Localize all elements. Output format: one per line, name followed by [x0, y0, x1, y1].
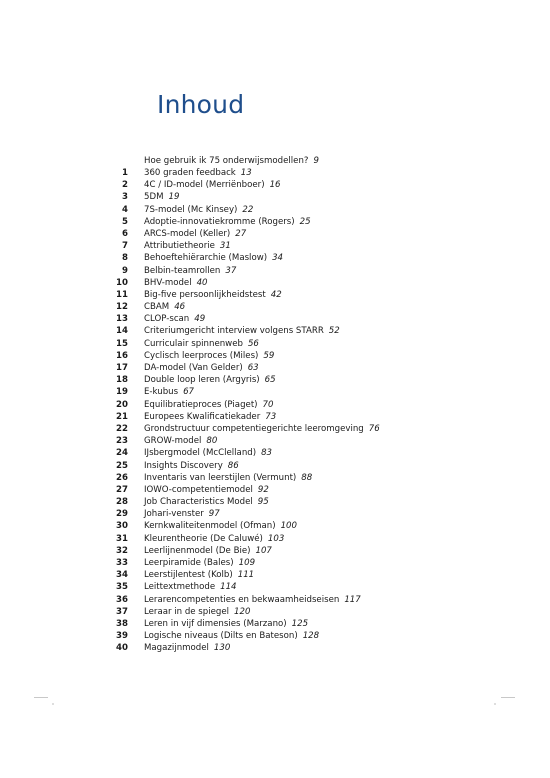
- toc-list: [0, 167, 550, 655]
- toc-entry-number: 28: [116, 497, 128, 508]
- toc-entry-number: 9: [122, 265, 128, 276]
- toc-entry-title-group: [144, 386, 194, 398]
- toc-entry[interactable]: [0, 447, 550, 459]
- toc-entry-number: 14: [116, 326, 128, 337]
- toc-entry-page: 59: [263, 350, 275, 361]
- toc-entry-number: 22: [116, 423, 128, 434]
- crop-mark-left: [34, 697, 48, 698]
- toc-entry-number: 10: [116, 277, 128, 288]
- toc-entry-title-group: [144, 252, 283, 264]
- toc-entry[interactable]: [0, 496, 550, 508]
- toc-entry-number: 33: [116, 558, 128, 568]
- toc-entry-number: 25: [116, 460, 128, 471]
- toc-entry-label: Attributietheorie: [144, 241, 215, 252]
- toc-entry-number: 19: [116, 387, 128, 398]
- toc-entry[interactable]: [0, 374, 550, 386]
- toc-entry-page: 65: [264, 375, 276, 386]
- toc-entry-page: 49: [194, 314, 206, 325]
- toc-entry-number: 18: [116, 375, 128, 386]
- toc-entry-title-group: [144, 399, 273, 411]
- toc-entry-title-group: [144, 167, 252, 179]
- toc-entry-label: Cyclisch leerproces (Miles): [144, 350, 259, 361]
- toc-entry-label: 5DM: [144, 192, 164, 203]
- toc-entry-title-group: [144, 240, 231, 252]
- toc-entry-label: Inventaris van leerstijlen (Vermunt): [144, 472, 297, 483]
- toc-entry-number: 6: [122, 228, 128, 239]
- toc-entry[interactable]: [0, 325, 550, 337]
- toc-entry-label: ARCS-model (Keller): [144, 228, 231, 239]
- toc-entry-page: 46: [174, 302, 186, 313]
- toc-entry[interactable]: [0, 313, 550, 325]
- toc-entry-title-group: [144, 277, 208, 289]
- toc-entry[interactable]: [0, 472, 550, 484]
- toc-entry-label: IOWO-competentiemodel: [144, 484, 253, 495]
- toc-entry-number: 39: [116, 631, 128, 642]
- toc-entry-title-group: [144, 606, 250, 618]
- toc-entry-title-group: [144, 472, 312, 484]
- toc-entry-label: 360 graden feedback: [144, 168, 236, 178]
- toc-entry-number: 1: [122, 168, 128, 178]
- toc-entry-title-group: [144, 508, 220, 520]
- toc-entry[interactable]: [0, 252, 550, 264]
- toc-entry-number: 21: [116, 411, 128, 422]
- toc-entry-number: 20: [116, 399, 128, 410]
- toc-entry-label: Belbin-teamrollen: [144, 265, 221, 276]
- toc-entry-page: 120: [234, 606, 251, 617]
- toc-entry-page: 67: [183, 387, 195, 398]
- toc-entry[interactable]: [0, 289, 550, 301]
- toc-entry[interactable]: [0, 301, 550, 313]
- toc-entry[interactable]: [0, 484, 550, 496]
- toc-entry[interactable]: [0, 594, 550, 606]
- toc-entry[interactable]: [0, 606, 550, 618]
- toc-entry-title-group: [144, 533, 284, 545]
- toc-entry-title-group: [144, 216, 311, 228]
- toc-entry-number: 32: [116, 545, 128, 556]
- toc-entry[interactable]: [0, 557, 550, 569]
- toc-entry-title-group: [144, 447, 272, 459]
- toc-intro-entry[interactable]: [144, 155, 319, 167]
- toc-entry-label: Curriculair spinnenweb: [144, 338, 243, 349]
- toc-entry-number: 11: [116, 289, 128, 300]
- toc-entry-number: 5: [122, 216, 128, 227]
- toc-entry-label: Logische niveaus (Dilts en Bateson): [144, 631, 298, 642]
- toc-entry-page: 109: [238, 558, 256, 568]
- toc-entry-label: Leerlijnenmodel (De Bie): [144, 545, 251, 556]
- toc-entry-label: 4C / ID-model (Merriënboer): [144, 180, 265, 191]
- toc-entry-number: 2: [122, 180, 128, 191]
- toc-entry-number: 37: [116, 606, 128, 617]
- page-dot-left: [52, 703, 54, 705]
- toc-entry-label: Job Characteristics Model: [144, 497, 253, 508]
- toc-entry-label: Leraar in de spiegel: [144, 606, 230, 617]
- toc-entry-title-group: [144, 228, 246, 240]
- toc-entry-page: 73: [265, 411, 277, 422]
- toc-entry-number: 17: [116, 363, 128, 373]
- toc-entry-page: 95: [257, 497, 269, 508]
- toc-entry[interactable]: [0, 179, 550, 191]
- toc-entry-page: 111: [237, 570, 255, 581]
- toc-entry-number: 15: [116, 338, 128, 349]
- toc-entry-number: 27: [116, 484, 128, 495]
- crop-mark-right: [501, 697, 515, 698]
- toc-entry-page: 56: [247, 338, 259, 349]
- toc-entry-title-group: [144, 545, 272, 557]
- toc-entry-number: 7: [122, 241, 128, 252]
- toc-entry-page: 80: [206, 436, 218, 447]
- toc-entry-page: 40: [196, 277, 208, 288]
- toc-entry-label: Magazijnmodel: [144, 643, 209, 654]
- toc-entry-label: Insights Discovery: [144, 460, 223, 471]
- toc-entry-label: GROW-model: [144, 436, 202, 447]
- toc-entry-page: 63: [247, 363, 259, 373]
- toc-entry[interactable]: [0, 435, 550, 447]
- toc-entry[interactable]: [0, 411, 550, 423]
- toc-entry-number: 31: [116, 533, 128, 544]
- toc-entry-page: 128: [302, 631, 320, 642]
- toc-entry[interactable]: [0, 386, 550, 398]
- toc-entry-number: 30: [116, 521, 128, 532]
- toc-entry-title-group: [144, 594, 361, 606]
- toc-entry-title-group: [144, 520, 297, 532]
- toc-entry-page: 103: [267, 533, 285, 544]
- toc-entry-title-group: [144, 313, 205, 325]
- toc-entry[interactable]: [0, 362, 550, 374]
- toc-entry-number: 3: [122, 192, 128, 203]
- toc-entry-title-group: [144, 179, 281, 191]
- page-title: Inhoud: [157, 90, 245, 119]
- toc-entry-number: 26: [116, 472, 128, 483]
- toc-entry[interactable]: [0, 460, 550, 472]
- toc-entry-label: Leerpiramide (Bales): [144, 558, 234, 568]
- toc-entry[interactable]: [0, 216, 550, 228]
- toc-entry[interactable]: [0, 569, 550, 581]
- toc-entry-label: Grondstructuur competentiegerichte leeromgeving: [144, 423, 364, 434]
- toc-entry-title-group: [144, 581, 237, 593]
- toc-entry[interactable]: [0, 265, 550, 277]
- toc-entry-title-group: [144, 484, 269, 496]
- toc-entry-label: DA-model (Van Gelder): [144, 363, 243, 373]
- toc-entry[interactable]: [0, 399, 550, 411]
- toc-entry-page: 107: [255, 545, 272, 556]
- toc-entry-title-group: [144, 325, 340, 337]
- toc-entry-page: 117: [344, 594, 361, 605]
- toc-entry-number: 34: [116, 570, 128, 581]
- toc-entry[interactable]: [0, 228, 550, 240]
- toc-entry-label: Big-five persoonlijkheidstest: [144, 289, 266, 300]
- toc-intro-label: Hoe gebruik ik 75 onderwijsmodellen?: [144, 156, 309, 166]
- toc-intro-page: 9: [313, 156, 319, 166]
- toc-entry-page: 13: [240, 168, 252, 178]
- toc-entry-number: 16: [116, 350, 128, 361]
- toc-entry-title-group: [144, 618, 308, 630]
- toc-entry[interactable]: [0, 508, 550, 520]
- toc-entry-page: 19: [168, 192, 180, 203]
- toc-entry-title-group: [144, 374, 276, 386]
- toc-entry-page: 37: [225, 265, 237, 276]
- toc-entry-number: 23: [116, 436, 128, 447]
- toc-entry-label: CBAM: [144, 302, 170, 313]
- toc-entry-page: 52: [328, 326, 340, 337]
- toc-entry[interactable]: [0, 520, 550, 532]
- toc-entry-title-group: [144, 350, 274, 362]
- toc-entry-page: 70: [262, 399, 274, 410]
- toc-entry-label: Criteriumgericht interview volgens STARR: [144, 326, 324, 337]
- toc-entry-page: 114: [220, 582, 237, 593]
- toc-entry-title-group: [144, 204, 253, 216]
- toc-entry-label: IJsbergmodel (McClelland): [144, 448, 257, 459]
- toc-entry-title-group: [144, 630, 319, 642]
- toc-entry-title-group: [144, 557, 255, 569]
- toc-entry-number: 4: [122, 204, 128, 215]
- toc-entry[interactable]: [0, 204, 550, 216]
- toc-entry-title-group: [144, 265, 236, 277]
- toc-entry-label: BHV-model: [144, 277, 192, 288]
- toc-entry[interactable]: [0, 642, 550, 654]
- toc-entry[interactable]: [0, 533, 550, 545]
- toc-entry-title-group: [144, 301, 185, 313]
- toc-entry-title-group: [144, 423, 380, 435]
- toc-entry-page: 34: [272, 253, 284, 264]
- toc-entry-number: 36: [116, 594, 128, 605]
- toc-entry-number: 38: [116, 618, 128, 629]
- toc-entry-page: 125: [291, 618, 309, 629]
- toc-entry-page: 42: [270, 289, 282, 300]
- toc-entry-page: 130: [213, 643, 231, 654]
- toc-entry[interactable]: [0, 618, 550, 630]
- toc-entry-title-group: [144, 338, 259, 350]
- toc-entry-page: 86: [227, 460, 239, 471]
- toc-entry[interactable]: [0, 240, 550, 252]
- toc-entry-label: Leittextmethode: [144, 582, 216, 593]
- toc-entry-label: Johari-venster: [144, 509, 204, 520]
- toc-entry[interactable]: [0, 581, 550, 593]
- toc-entry[interactable]: [0, 277, 550, 289]
- toc-entry-title-group: [144, 460, 239, 472]
- toc-entry-page: 25: [299, 216, 311, 227]
- toc-entry-title-group: [144, 642, 230, 654]
- toc-entry-page: 27: [235, 228, 247, 239]
- toc-entry-page: 31: [219, 241, 231, 252]
- toc-entry-page: 22: [242, 204, 254, 215]
- toc-entry-label: CLOP-scan: [144, 314, 190, 325]
- toc-entry[interactable]: [0, 338, 550, 350]
- toc-entry-label: Kleurentheorie (De Caluwé): [144, 533, 263, 544]
- toc-entry-label: Behoeftehiërarchie (Maslow): [144, 253, 268, 264]
- toc-entry-label: 7S-model (Mc Kinsey): [144, 204, 238, 215]
- toc-entry-label: Double loop leren (Argyris): [144, 375, 260, 386]
- toc-entry-label: Leren in vijf dimensies (Marzano): [144, 618, 287, 629]
- toc-entry[interactable]: [0, 191, 550, 203]
- page-dot-right: [494, 703, 496, 705]
- toc-entry-title-group: [144, 435, 217, 447]
- toc-entry-label: E-kubus: [144, 387, 179, 398]
- toc-entry-number: 8: [122, 253, 128, 264]
- toc-entry-page: 88: [301, 472, 313, 483]
- toc-entry-number: 24: [116, 448, 128, 459]
- toc-entry-number: 35: [116, 582, 128, 593]
- toc-entry-title-group: [144, 569, 254, 581]
- toc-entry-page: 97: [208, 509, 220, 520]
- toc-entry-title-group: [144, 191, 179, 203]
- toc-entry-number: 40: [116, 643, 128, 654]
- toc-entry[interactable]: [0, 545, 550, 557]
- toc-entry-label: Kernkwaliteitenmodel (Ofman): [144, 521, 276, 532]
- toc-entry-page: 76: [368, 423, 380, 434]
- toc-entry-title-group: [144, 289, 282, 301]
- toc-entry-page: 83: [261, 448, 273, 459]
- toc-entry[interactable]: [0, 630, 550, 642]
- toc-entry-title-group: [144, 496, 269, 508]
- toc-entry-label: Leerstijlentest (Kolb): [144, 570, 233, 581]
- toc-entry-label: Europees Kwalificatiekader: [144, 411, 261, 422]
- toc-entry-number: 29: [116, 509, 128, 520]
- toc-entry-page: 16: [269, 180, 281, 191]
- toc-entry-label: Adoptie-innovatiekromme (Rogers): [144, 216, 295, 227]
- toc-entry-number: 13: [116, 314, 128, 325]
- toc-entry-label: Equilibratieproces (Piaget): [144, 399, 258, 410]
- toc-entry[interactable]: [0, 167, 550, 179]
- toc-entry[interactable]: [0, 423, 550, 435]
- toc-entry-page: 92: [257, 484, 269, 495]
- toc-entry-title-group: [144, 362, 259, 374]
- toc-entry-title-group: [144, 411, 276, 423]
- toc-entry-label: Lerarencompetenties en bekwaamheidseisen: [144, 594, 340, 605]
- toc-entry[interactable]: [0, 350, 550, 362]
- toc-entry-page: 100: [280, 521, 297, 532]
- toc-entry-number: 12: [116, 302, 128, 313]
